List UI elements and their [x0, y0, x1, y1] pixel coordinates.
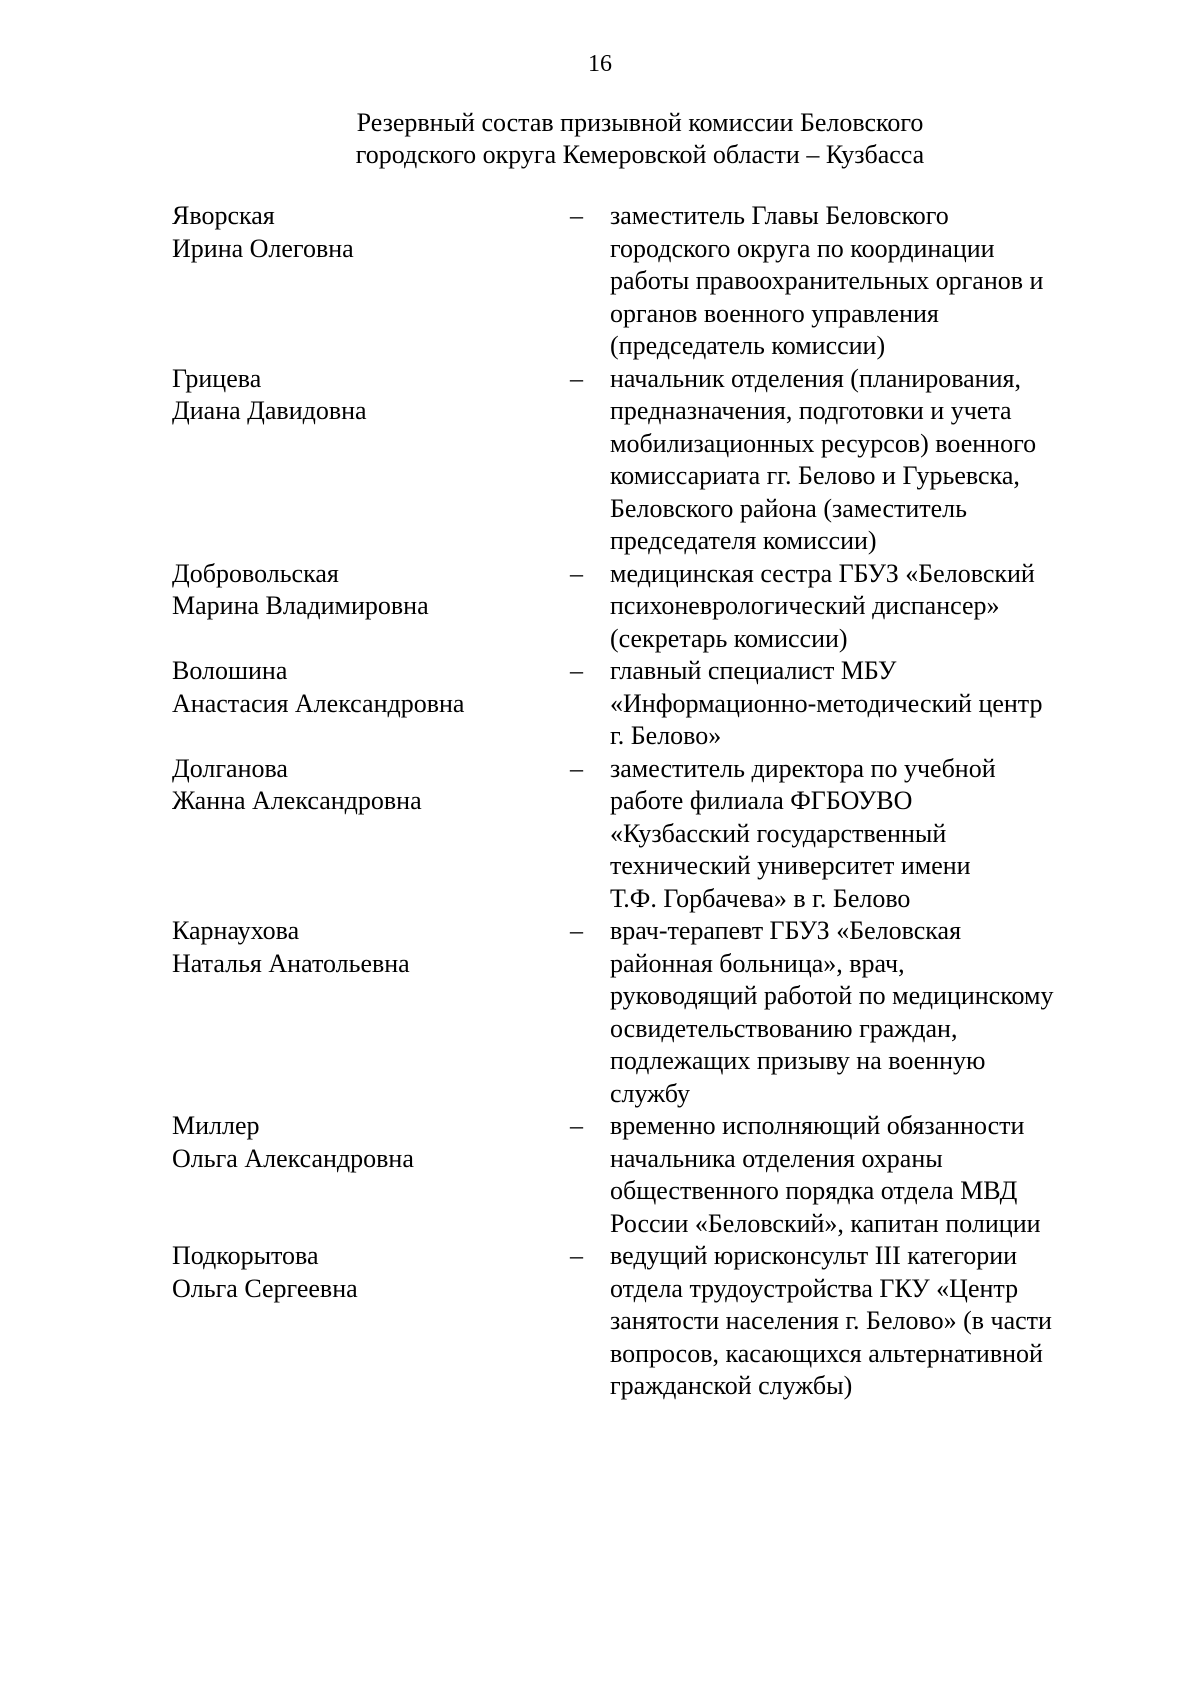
- role-line: г. Белово»: [610, 721, 722, 750]
- role-line: начальника отделения охраны: [610, 1143, 943, 1173]
- role-line: Т.Ф. Горбачева» в г. Белово: [610, 883, 911, 913]
- title-line: городского округа Кемеровской области – Кузбасса: [355, 140, 925, 169]
- member-given-names: Наталья Анатольевна: [172, 948, 410, 978]
- member-name: [172, 1240, 570, 1403]
- member-surname: Подкорытова: [172, 1241, 319, 1270]
- role-line: предназначения, подготовки и учета: [610, 396, 1012, 425]
- member-role: [610, 558, 1110, 656]
- role-line: временно исполняющий обязанности: [610, 1111, 1025, 1140]
- role-line: службу: [610, 1078, 691, 1108]
- role-line: подлежащих призыву на военную: [610, 1046, 986, 1075]
- document-title: [200, 107, 1080, 171]
- member-surname: Яворская: [172, 201, 275, 230]
- member-row: [172, 915, 1112, 1110]
- title-line: Резервный состав призывной комиссии Беловского: [356, 108, 924, 137]
- role-line: (секретарь комиссии): [610, 623, 848, 653]
- member-role: [610, 1240, 1110, 1403]
- role-line: «Кузбасский государственный: [610, 818, 947, 848]
- role-line: «Информационно-методический центр: [610, 688, 1043, 718]
- member-surname: Миллер: [172, 1111, 260, 1140]
- member-given-names: Ирина Олеговна: [172, 233, 354, 263]
- role-line: освидетельствованию граждан,: [610, 1013, 958, 1043]
- role-line: председателя комиссии): [610, 526, 877, 555]
- member-role: [610, 363, 1110, 558]
- role-line: занятости населения г. Белово» (в части: [610, 1306, 1052, 1335]
- member-name: [172, 363, 570, 558]
- member-role: [610, 200, 1110, 363]
- role-line: гражданской службы): [610, 1371, 853, 1400]
- member-row: [172, 1110, 1112, 1240]
- dash-separator: –: [570, 201, 583, 230]
- member-name: [172, 1110, 570, 1240]
- role-line: городского округа по координации: [610, 233, 995, 263]
- role-line: руководящий работой по медицинскому: [610, 981, 1054, 1010]
- member-name: [172, 655, 570, 753]
- member-role: [610, 655, 1110, 753]
- dash-separator: –: [570, 363, 583, 393]
- role-line: ведущий юрисконсульт III категории: [610, 1241, 1018, 1270]
- role-line: мобилизационных ресурсов) военного: [610, 428, 1037, 458]
- role-line: районная больница», врач,: [610, 948, 905, 978]
- role-line: органов военного управления: [610, 298, 939, 328]
- role-line: (председатель комиссии): [610, 331, 886, 360]
- member-role: [610, 915, 1110, 1110]
- role-line: работы правоохранительных органов и: [610, 266, 1044, 295]
- member-given-names: Ольга Сергеевна: [172, 1273, 358, 1303]
- member-given-names: Анастасия Александровна: [172, 688, 465, 718]
- member-surname: Волошина: [172, 656, 288, 685]
- role-line: общественного порядка отдела МВД: [610, 1176, 1018, 1205]
- member-list: [172, 200, 1112, 1403]
- role-line: главный специалист МБУ: [610, 656, 897, 685]
- role-line: заместитель Главы Беловского: [610, 201, 949, 230]
- role-line: России «Беловский», капитан полиции: [610, 1208, 1041, 1238]
- member-role: [610, 753, 1110, 916]
- member-surname: Долганова: [172, 753, 288, 783]
- member-name: [172, 915, 570, 1110]
- role-line: работе филиала ФГБОУВО: [610, 786, 913, 815]
- dash-separator: –: [570, 753, 583, 783]
- member-given-names: Диана Давидовна: [172, 396, 367, 425]
- page-number: 16: [588, 51, 612, 77]
- dash-separator: –: [570, 1111, 583, 1140]
- member-row: [172, 1240, 1112, 1403]
- member-row: [172, 558, 1112, 656]
- role-line: врач-терапевт ГБУЗ «Беловская: [610, 916, 962, 945]
- member-given-names: Ольга Александровна: [172, 1143, 414, 1173]
- role-line: заместитель директора по учебной: [610, 753, 996, 783]
- dash-separator: –: [570, 656, 583, 685]
- dash-separator: –: [570, 1241, 583, 1270]
- member-name: [172, 558, 570, 656]
- role-line: Беловского района (заместитель: [610, 493, 968, 523]
- member-row: [172, 363, 1112, 558]
- role-line: отдела трудоустройства ГКУ «Центр: [610, 1273, 1019, 1303]
- role-line: психоневрологический диспансер»: [610, 591, 1000, 620]
- member-row: [172, 753, 1112, 916]
- member-given-names: Марина Владимировна: [172, 591, 429, 620]
- member-surname: Грицева: [172, 363, 262, 393]
- member-given-names: Жанна Александровна: [172, 786, 422, 815]
- member-name: [172, 200, 570, 363]
- member-name: [172, 753, 570, 916]
- dash-separator: –: [570, 916, 583, 945]
- member-role: [610, 1110, 1110, 1240]
- role-line: медицинская сестра ГБУЗ «Беловский: [610, 558, 1035, 588]
- member-row: [172, 655, 1112, 753]
- role-line: начальник отделения (планирования,: [610, 363, 1021, 393]
- member-surname: Добровольская: [172, 558, 339, 588]
- role-line: технический университет имени: [610, 851, 971, 880]
- role-line: комиссариата гг. Белово и Гурьевска,: [610, 461, 1020, 490]
- role-line: вопросов, касающихся альтернативной: [610, 1338, 1043, 1368]
- dash-separator: –: [570, 558, 583, 588]
- member-surname: Карнаухова: [172, 916, 300, 945]
- member-row: [172, 200, 1112, 363]
